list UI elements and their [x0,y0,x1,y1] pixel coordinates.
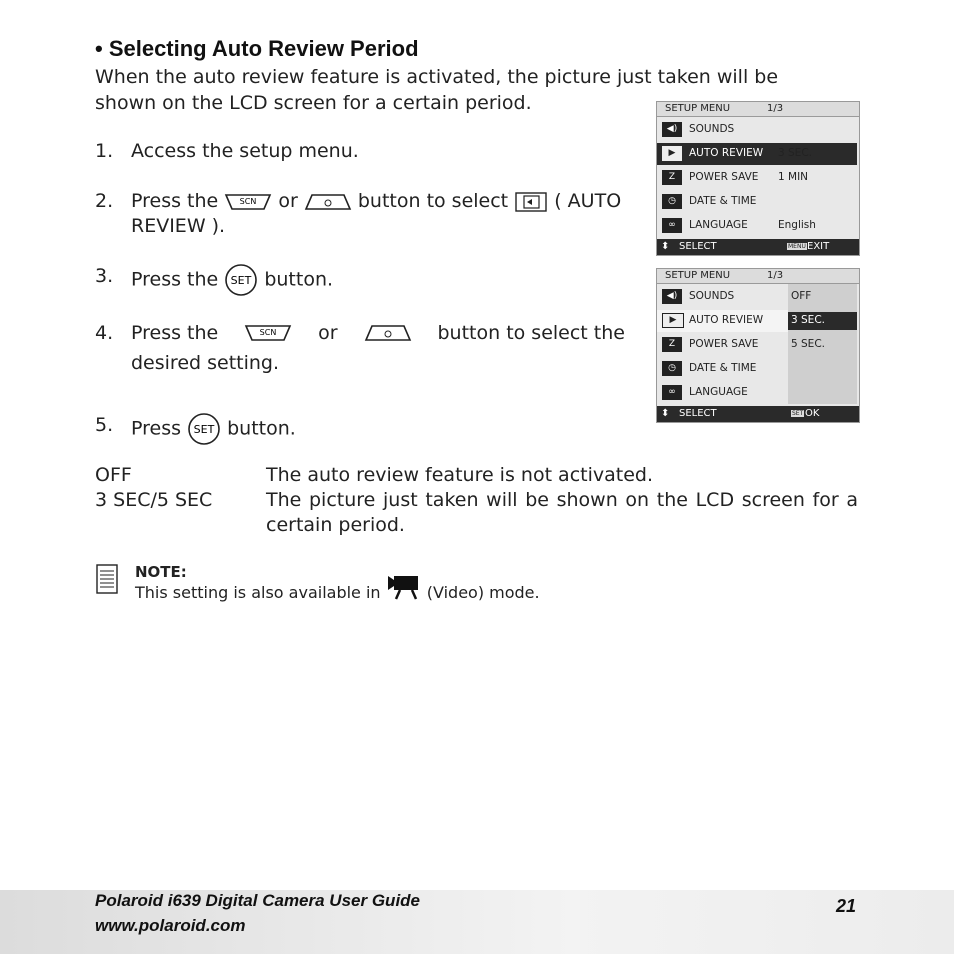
lcd-footer: ⬍ SELECT SET OK [657,406,859,422]
lcd-row-date-time: ◷ DATE & TIME [657,358,857,380]
svg-text:SCN: SCN [259,328,277,337]
lcd-row-sounds: ◀) SOUNDS OFF [657,286,857,308]
timer-button-icon [304,191,352,213]
lcd-header: SETUP MENU 1/3 [657,269,859,284]
lcd-row-power-save: Z POWER SAVE 5 SEC. [657,334,857,356]
lcd-row-date-time: ◷ DATE & TIME [657,191,857,213]
intro-line-2: shown on the LCD screen for a certain period. [95,92,532,114]
intro-line-1: When the auto review feature is activated, the picture just taken will be [95,66,779,88]
definition-desc: The auto review feature is not activated. [266,464,654,486]
step-text: desired setting. [131,352,280,374]
menu-button-icon: MENU [788,243,806,250]
note-icon [95,563,119,595]
footer-url[interactable]: www.polaroid.com [95,916,246,935]
language-icon: ∞ [662,385,682,400]
step-text: button. [264,268,334,291]
clock-icon: ◷ [662,194,682,209]
auto-review-icon: ▶ [662,146,682,161]
definition-term: 3 SEC/5 SEC [95,489,213,511]
svg-text:SET: SET [230,274,252,287]
step-text: Press the [131,322,219,344]
auto-review-icon: ▶ [662,313,684,328]
step-number: 2. [95,190,114,212]
step-text: Access the setup menu. [131,140,359,162]
step-number: 4. [95,322,114,344]
lcd-row-language: ∞ LANGUAGE English [657,215,857,237]
step-number: 3. [95,265,114,287]
lcd-header: SETUP MENU 1/3 [657,102,859,117]
note-text: This setting is also available in (Video) mode. [135,583,540,602]
svg-text:SET: SET [193,423,215,436]
auto-review-icon [514,191,548,213]
updown-arrow-icon: ⬍ [661,408,670,419]
language-icon: ∞ [662,218,682,233]
set-button-icon [224,263,258,297]
speaker-icon: ◀) [662,122,682,137]
step-number: 1. [95,140,114,162]
lcd-setup-menu-1 [656,101,860,256]
video-camera-icon [386,574,422,600]
lcd-row-power-save: Z POWER SAVE 1 MIN [657,167,857,189]
page-number: 21 [836,896,857,916]
speaker-icon: ◀) [662,289,682,304]
step-text: button. [227,417,296,440]
step-text: button to select the [437,322,625,344]
timer-button-icon [364,322,412,344]
lcd-footer: ⬍ SELECT MENU EXIT [657,239,859,255]
lcd-row-auto-review: ▶ AUTO REVIEW [657,310,788,332]
step-text: Press the [131,268,219,291]
power-save-icon: Z [662,170,682,185]
svg-text:SCN: SCN [239,196,257,206]
step-text: button to select [357,190,509,212]
step-text: or [318,322,338,344]
scn-button-icon [224,191,272,213]
lcd-setup-menu-2 [656,268,860,423]
clock-icon: ◷ [662,361,682,376]
lcd-row-auto-review: ▶ AUTO REVIEW [657,143,857,165]
step-text: Press [131,417,182,440]
step-text: Press the [131,190,219,212]
scn-button-icon [244,322,292,344]
section-heading: • Selecting Auto Review Period [95,36,419,61]
lcd-value: 3 SEC. [778,147,812,159]
power-save-icon: Z [662,337,682,352]
step-text: ( AUTO [554,190,622,212]
lcd-row-language: ∞ LANGUAGE [657,382,857,404]
step-text: or [278,190,298,212]
note-label: NOTE: [135,563,187,581]
set-button-icon: SET [792,410,804,417]
definition-desc: The picture just taken will be shown on the LCD screen for a certain period. [266,489,858,536]
footer-title: Polaroid i639 Digital Camera User Guide [95,891,421,910]
step-text: REVIEW ). [131,215,226,237]
lcd-option-selected: 3 SEC. [788,312,857,330]
updown-arrow-icon: ⬍ [661,241,670,252]
step-number: 5. [95,414,114,436]
definition-term: OFF [95,464,132,486]
lcd-row-sounds: ◀) SOUNDS [657,119,857,141]
set-button-icon [187,412,221,446]
